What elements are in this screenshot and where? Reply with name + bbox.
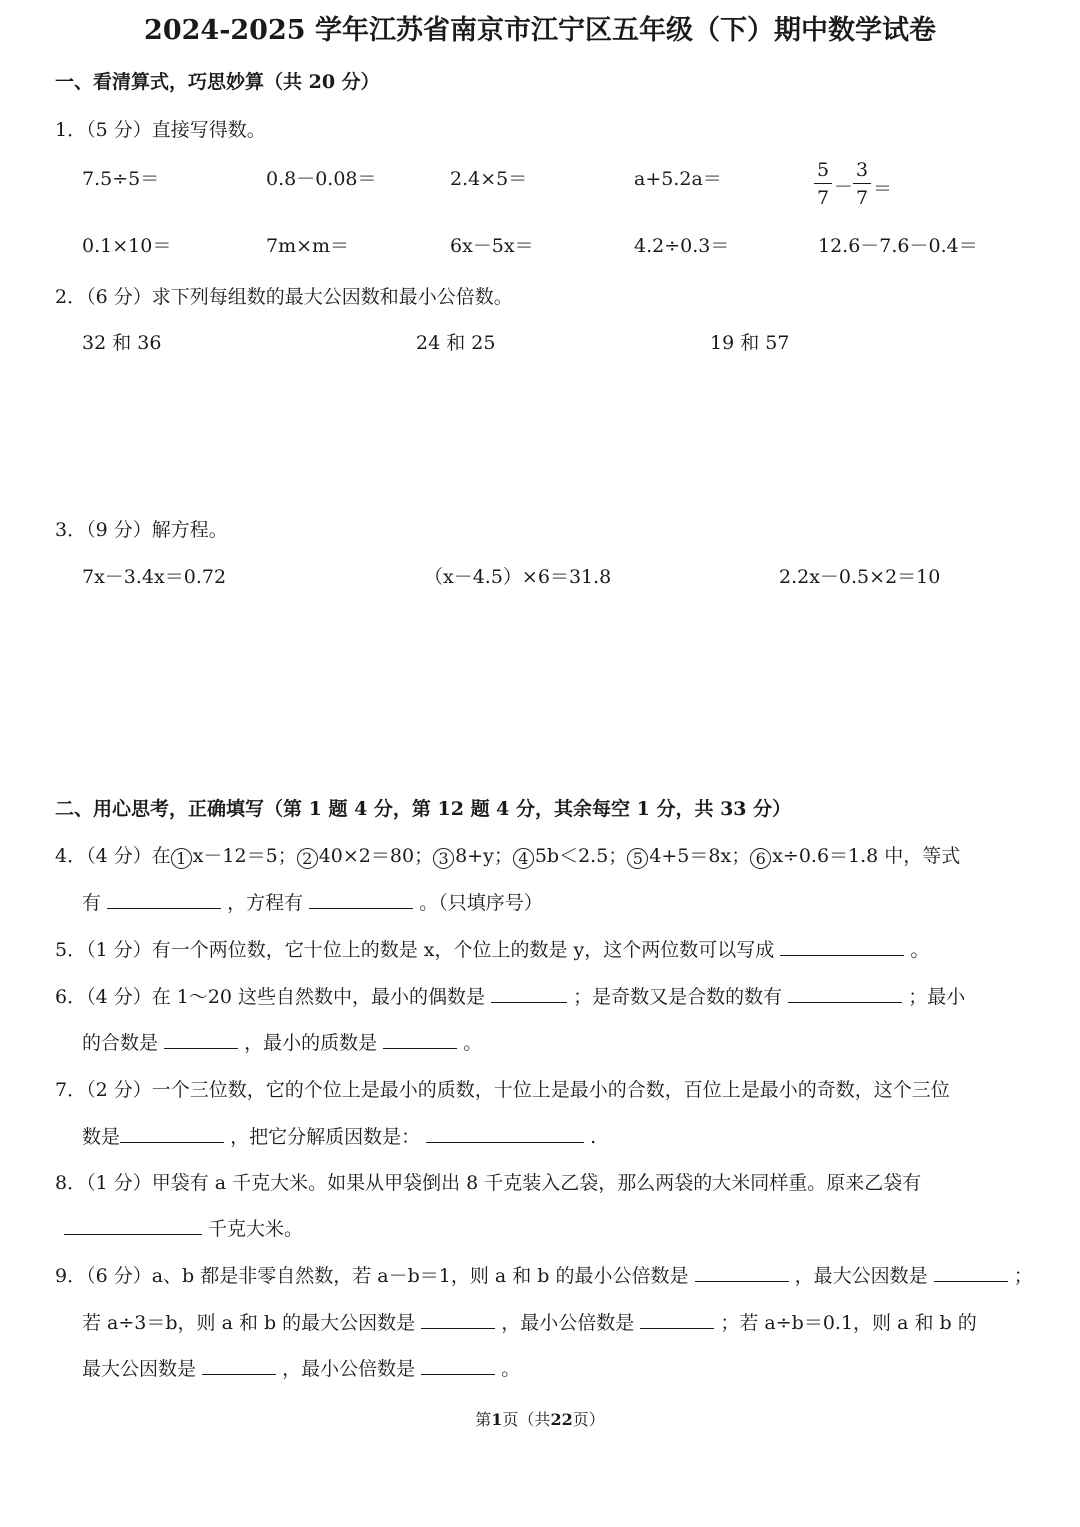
answer-blank[interactable] [107, 890, 221, 909]
q8-text: 千克大米。 [208, 1218, 304, 1240]
q9-text: ，最小公倍数是 [501, 1312, 635, 1334]
q9-text: ；若 a÷b＝0.1，则 a 和 b 的 [720, 1312, 977, 1334]
q3-item: 7x－3.4x＝0.72 [82, 566, 227, 588]
q7-text: . [590, 1126, 597, 1148]
circled-number: 6 [750, 848, 771, 869]
answer-blank[interactable] [120, 1124, 224, 1143]
q6-text: 6．（4 分）在 1～20 这些自然数中，最小的偶数是 [55, 986, 486, 1008]
q4-expr: x÷0.6＝1.8 中，等式 [772, 845, 961, 867]
answer-blank[interactable] [202, 1356, 276, 1375]
q9-text: 。 [501, 1358, 521, 1380]
page-title: 2024-2025 学年江苏省南京市江宁区五年级（下）期中数学试卷 [144, 15, 936, 46]
fraction-bar [814, 183, 832, 184]
q9-line3 [82, 1354, 520, 1381]
q9-text: ，最小公倍数是 [282, 1358, 416, 1380]
circled-number: 5 [627, 848, 648, 869]
q4-expr: 4+5＝8x； [649, 845, 751, 867]
q9-text: 最大公因数是 [82, 1358, 197, 1380]
q1-item: 6x－5x＝ [450, 235, 534, 257]
answer-blank[interactable] [426, 1124, 584, 1143]
footer-text: 页（共 [502, 1410, 551, 1429]
fraction-operator: － [834, 176, 854, 198]
fraction-5-7 [814, 159, 832, 211]
q2-stem: 2．（6 分）求下列每组数的最大公因数和最小公倍数。 [55, 286, 513, 308]
q5-text: 5．（1 分）有一个两位数，它十位上的数是 x，个位上的数是 y，这个两位数可以写成 [55, 939, 775, 961]
q6-text: ；是奇数又是合数的数有 [573, 986, 783, 1008]
fraction-equals: ＝ [873, 178, 893, 200]
fraction-denominator: 7 [816, 187, 830, 209]
q4-expr: 5b＜2.5； [534, 845, 628, 867]
answer-blank[interactable] [934, 1263, 1008, 1282]
q1-item: a+5.2a＝ [634, 168, 722, 190]
q4-prefix: 4．（4 分）在 [55, 845, 171, 867]
q4-text: ，方程有 [227, 892, 304, 914]
q6-text: 。 [463, 1032, 483, 1054]
answer-blank[interactable] [383, 1030, 457, 1049]
answer-blank[interactable] [491, 984, 567, 1003]
q4-line2 [82, 888, 543, 915]
answer-blank[interactable] [421, 1310, 495, 1329]
q9-text: 若 a÷3＝b，则 a 和 b 的最大公因数是 [82, 1312, 416, 1334]
q1-item: 0.1×10＝ [82, 235, 172, 257]
q7-text: 数是 [82, 1126, 121, 1148]
circled-number: 3 [433, 848, 454, 869]
answer-blank[interactable] [421, 1356, 495, 1375]
q3-stem: 3．（9 分）解方程。 [55, 519, 228, 541]
answer-blank[interactable] [164, 1030, 238, 1049]
fraction-3-7 [853, 159, 871, 211]
q1-item: 2.4×5＝ [450, 168, 528, 190]
q3-item: （x－4.5）×6＝31.8 [424, 566, 612, 588]
answer-blank[interactable] [695, 1263, 789, 1282]
section-2-heading: 二、用心思考，正确填写（第 1 题 4 分，第 12 题 4 分，其余每空 1 分，共 33 分） [55, 798, 792, 820]
q6-text: ，最小的质数是 [244, 1032, 378, 1054]
q7-line1: 7．（2 分）一个三位数，它的个位上是最小的质数，十位上是最小的合数，百位上是最小的奇数，这个三位 [55, 1079, 950, 1101]
q4-expr: 8+y； [455, 845, 513, 867]
q1-stem: 1．（5 分）直接写得数。 [55, 119, 266, 141]
q4-expr: 40×2＝80； [318, 845, 434, 867]
q7-text: ，把它分解质因数是： [230, 1126, 421, 1148]
q9-line1 [55, 1261, 1033, 1288]
q4-line1 [55, 841, 960, 869]
circled-number: 2 [297, 848, 318, 869]
fraction-numerator: 5 [816, 159, 830, 181]
q8-line1: 8．（1 分）甲袋有 a 千克大米。如果从甲袋倒出 8 千克装入乙袋，那么两袋的大米同样重。原来乙袋有 [55, 1172, 922, 1194]
fraction-bar [853, 183, 871, 184]
fraction-denominator: 7 [855, 187, 869, 209]
q6-line2 [82, 1028, 482, 1055]
footer-text: 第 [475, 1410, 492, 1429]
answer-blank[interactable] [309, 890, 413, 909]
page-number: 1 [491, 1410, 503, 1429]
circled-number: 4 [513, 848, 534, 869]
q9-line2 [82, 1308, 977, 1335]
q6-text: 的合数是 [82, 1032, 159, 1054]
answer-blank[interactable] [780, 937, 904, 956]
fraction-numerator: 3 [855, 159, 869, 181]
q5-line [55, 935, 929, 962]
q9-text: ，最大公因数是 [794, 1265, 928, 1287]
q7-line2 [82, 1122, 596, 1149]
q1-item: 0.8－0.08＝ [266, 168, 377, 190]
q1-item: 4.2÷0.3＝ [634, 235, 730, 257]
section-1-heading: 一、看清算式，巧思妙算（共 20 分） [55, 71, 380, 93]
q9-text: ； [1013, 1265, 1033, 1287]
answer-blank[interactable] [788, 984, 902, 1003]
page-footer [0, 1407, 1080, 1430]
q4-text: 。（只填序号） [419, 892, 543, 914]
q9-text: 9．（6 分）a、b 都是非零自然数，若 a－b＝1，则 a 和 b 的最小公倍数是 [55, 1265, 689, 1287]
q3-item: 2.2x－0.5×2＝10 [779, 566, 941, 588]
q8-line2 [64, 1214, 303, 1241]
q6-text: ；最小 [908, 986, 966, 1008]
answer-blank[interactable] [640, 1310, 714, 1329]
q2-item: 32 和 36 [82, 332, 162, 354]
q5-end: 。 [910, 939, 930, 961]
q4-expr: x－12＝5； [192, 845, 297, 867]
q1-item: 7.5÷5＝ [82, 168, 160, 190]
q1-item: 12.6－7.6－0.4＝ [818, 235, 978, 257]
q1-item: 7m×m＝ [266, 235, 350, 257]
total-pages: 22 [550, 1410, 573, 1429]
footer-text: 页） [572, 1410, 605, 1429]
q2-item: 24 和 25 [416, 332, 496, 354]
circled-number: 1 [171, 848, 192, 869]
q2-item: 19 和 57 [710, 332, 790, 354]
q6-line1 [55, 982, 965, 1009]
answer-blank[interactable] [64, 1216, 202, 1235]
q4-text: 有 [82, 892, 102, 914]
